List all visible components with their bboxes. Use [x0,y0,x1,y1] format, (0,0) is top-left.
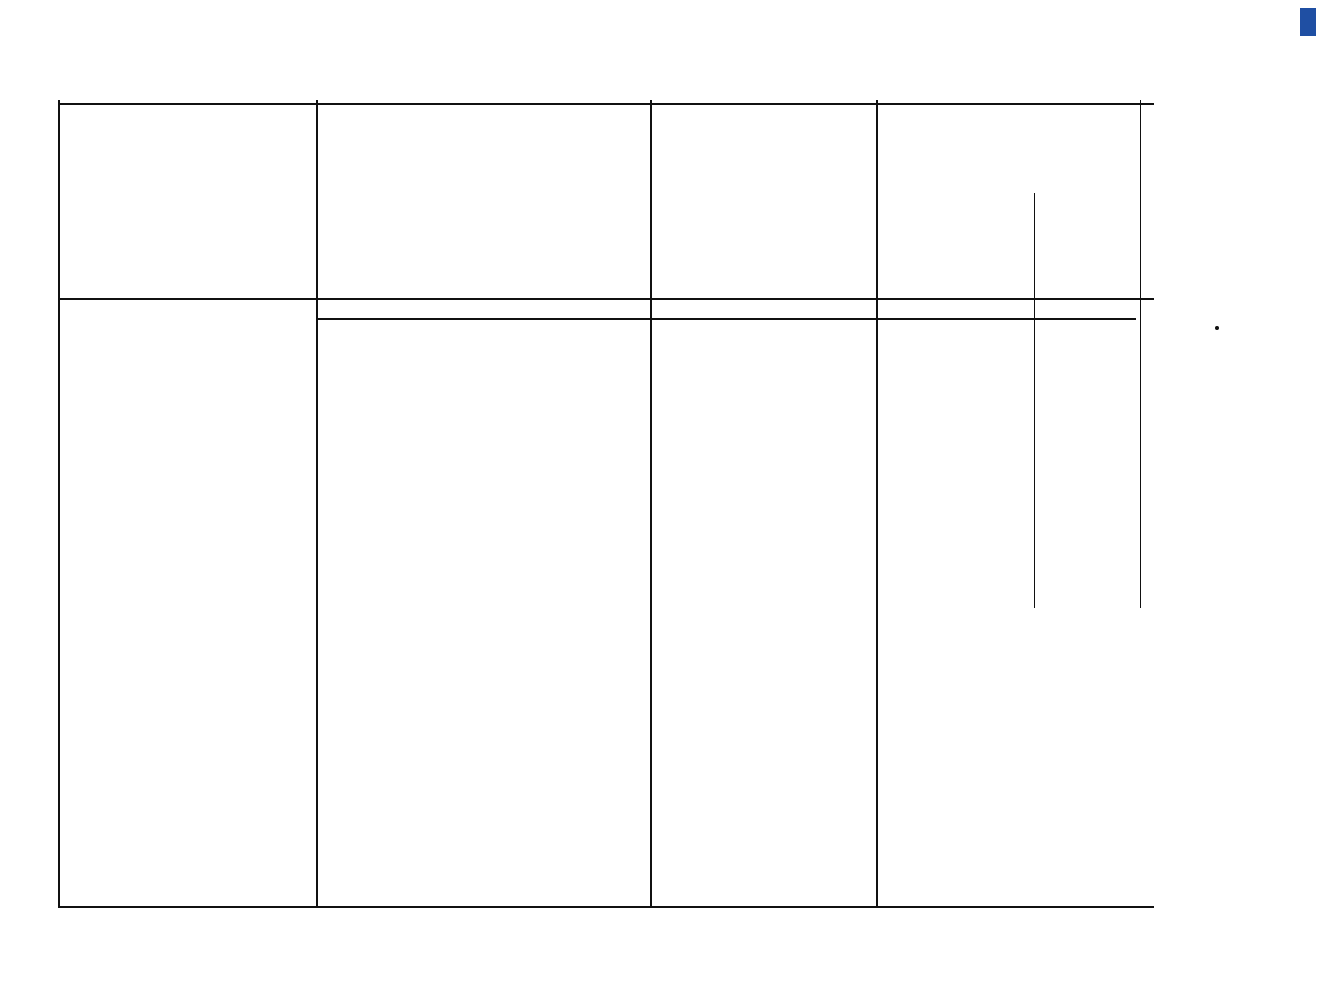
column-divider-3 [876,100,878,908]
dfg-logo [1300,8,1316,36]
column-divider-5 [1140,100,1141,608]
table-end-rule [58,103,1154,105]
table-edge-rule [58,906,1154,908]
ink-dot [1215,326,1219,330]
header-body-separator [58,298,1154,300]
column-divider-2 [650,100,652,908]
header-separator-top [316,318,1136,320]
digitization-credit [1298,8,1318,393]
column-divider-1 [316,100,318,908]
table-top-rule [58,100,60,908]
column-divider-4 [1034,193,1035,608]
